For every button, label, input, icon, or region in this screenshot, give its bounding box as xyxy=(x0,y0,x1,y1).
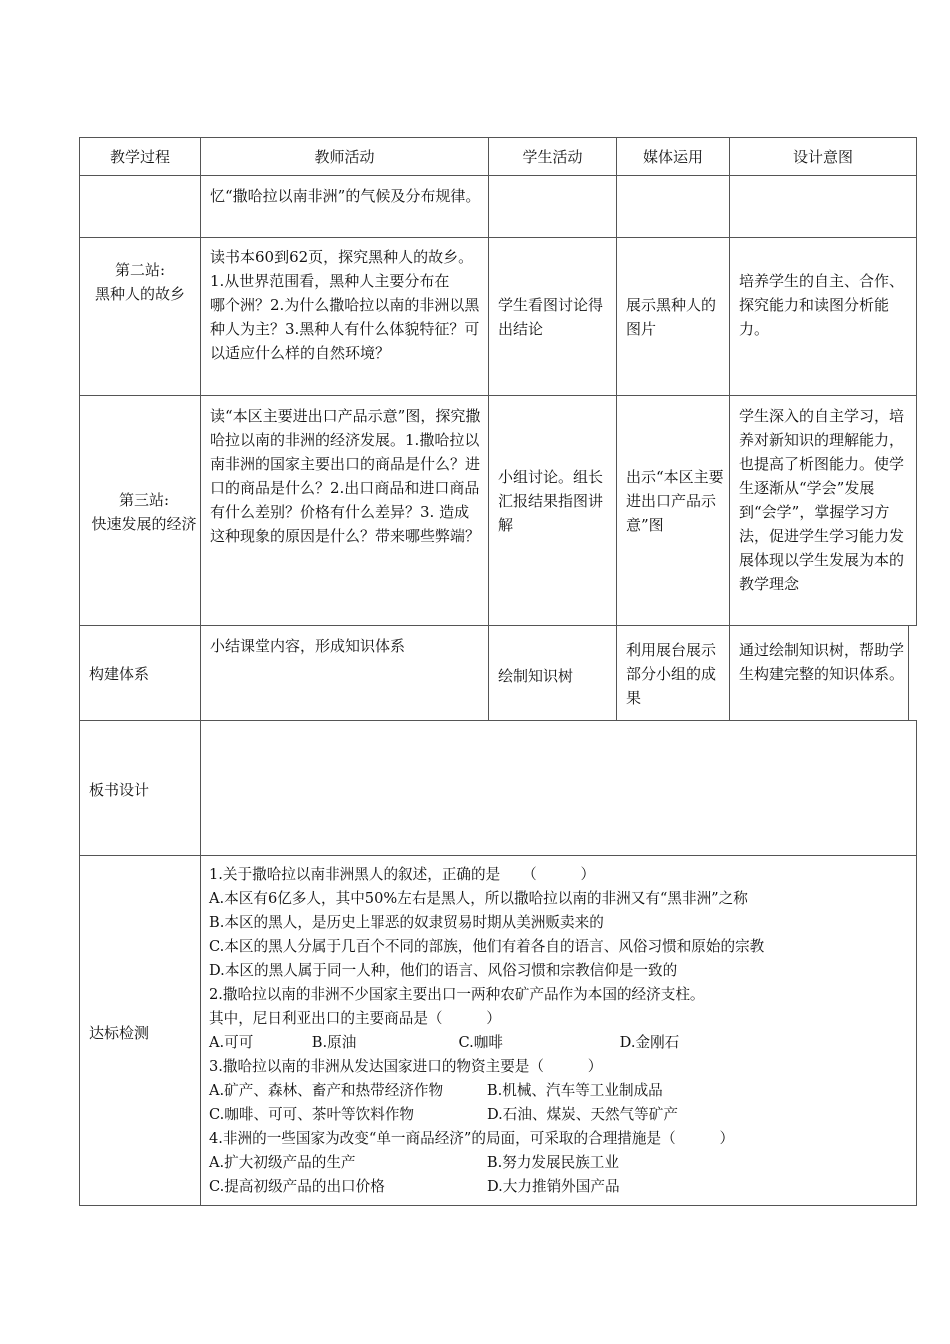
column-rule xyxy=(729,137,730,721)
row1-teacher: 忆“撒哈拉以南非洲”的气候及分布规律。 xyxy=(210,187,481,205)
row4-teacher: 小结课堂内容，形成知识体系 xyxy=(210,637,406,655)
table-border-right xyxy=(916,720,917,1206)
row4-media: 利用展台展示部分小组的成果 xyxy=(626,641,717,707)
row2-media: 展示黑种人的图片 xyxy=(626,296,717,338)
row3-process-line1: 第三站: xyxy=(118,491,170,509)
quiz-line: C.咖啡、可可、茶叶等饮料作物 D.石油、煤炭、天然气等矿产 xyxy=(209,1106,678,1123)
quiz-line: 1.关于撒哈拉以南非洲黑人的叙述，正确的是 （ ） xyxy=(209,866,596,883)
quiz-line: C.提高初级产品的出口价格 D.大力推销外国产品 xyxy=(209,1178,620,1195)
quiz-line: A.矿产、森林、畜产和热带经济作物 B.机械、汽车等工业制成品 xyxy=(209,1082,663,1099)
quiz-line: B.本区的黑人，是历史上罪恶的奴隶贸易时期从美洲贩卖来的 xyxy=(209,914,604,931)
column-rule xyxy=(488,137,489,721)
table-rule xyxy=(79,625,917,626)
row4-process: 构建体系 xyxy=(89,665,150,683)
quiz-block xyxy=(209,863,913,1199)
table-rule xyxy=(79,175,917,176)
quiz-line: A.扩大初级产品的生产 B.努力发展民族工业 xyxy=(209,1154,619,1171)
quiz-line: A.本区有6亿多人，其中50%左右是黑人，所以撒哈拉以南的非洲又有“黑非洲”之称 xyxy=(209,890,748,907)
table-rule xyxy=(79,395,917,396)
column-rule xyxy=(616,137,617,721)
row3-process-line2: 快速发展的经济 xyxy=(91,515,197,533)
row3-design: 学生深入的自主学习，培养对新知识的理解能力，也提高了析图能力。使学生逐渐从“学会”发展到“会学”，掌握学习方法，促进学生学习能力发展体现以学生发展为本的教学理念 xyxy=(739,407,905,593)
row4-design: 通过绘制知识树，帮助学生构建完整的知识体系。 xyxy=(739,641,905,683)
header-process: 教学过程 xyxy=(109,148,170,166)
row2-teacher: 读书本60到62页，探究黑种人的故乡。1.从世界范围看，黑种人主要分布在 哪个洲？2.为什么撒哈拉以南的非洲以黑种人为主？3.黑种人有什么体貌特征？可以适应什么样的自然环境？ xyxy=(210,248,480,362)
column-rule xyxy=(200,137,201,1206)
row4-student: 绘制知识树 xyxy=(498,667,574,685)
row3-process xyxy=(80,488,208,536)
header-design: 设计意图 xyxy=(792,148,853,166)
table-rule xyxy=(79,237,917,238)
quiz-line: C.本区的黑人分属于几百个不同的部族，他们有着各自的语言、风俗习惯和原始的宗教 xyxy=(209,938,765,955)
header-student: 学生活动 xyxy=(522,148,583,166)
row2-process-line2: 黑种人的故乡 xyxy=(94,285,185,303)
quiz-line: A.可可 B.原油 C.咖啡 D.金刚石 xyxy=(209,1034,680,1051)
row3-teacher: 读“本区主要进出口产品示意”图，探究撒哈拉以南的非洲的经济发展。1.撒哈拉以南非洲的国家主要出口的商品是什么？进口的商品是什么？2.出口商品和进口商品有什么差别？价格有什么差异？3. 造成这种现象的原因是什么？带来哪些弊端？ xyxy=(210,407,481,545)
row2-design: 培养学生的自主、合作、探究能力和读图分析能力。 xyxy=(739,272,905,338)
table-border-bottom xyxy=(79,1205,917,1206)
quiz-line: D.本区的黑人属于同一人种，他们的语言、风俗习惯和宗教信仰是一致的 xyxy=(209,962,678,979)
table-border-right xyxy=(908,625,909,721)
quiz-line: 3.撒哈拉以南的非洲从发达国家进口的物资主要是（ ） xyxy=(209,1058,603,1075)
table-border-top xyxy=(79,137,917,138)
quiz-line: 4.非洲的一些国家为改变“单一商品经济”的局面，可采取的合理措施是（ ） xyxy=(209,1130,735,1147)
row3-student: 小组讨论。组长汇报结果指图讲解 xyxy=(498,468,604,534)
header-media: 媒体运用 xyxy=(642,148,703,166)
row2-student: 学生看图讨论得出结论 xyxy=(498,296,604,338)
table-rule xyxy=(79,855,917,856)
row2-process xyxy=(80,258,200,306)
quiz-line: 2.撒哈拉以南的非洲不少国家主要出口一两种农矿产品作为本国的经济支柱。 xyxy=(209,986,705,1003)
header-teacher: 教师活动 xyxy=(314,148,375,166)
quiz-line: 其中，尼日利亚出口的主要商品是（ ） xyxy=(209,1010,501,1027)
row2-process-line1: 第二站: xyxy=(114,261,166,279)
board-design-area xyxy=(201,721,916,855)
row5-process: 板书设计 xyxy=(89,781,150,799)
table-border-right xyxy=(916,137,917,626)
row6-process: 达标检测 xyxy=(89,1024,150,1042)
row3-media: 出示“本区主要进出口产品示意”图 xyxy=(626,468,724,534)
